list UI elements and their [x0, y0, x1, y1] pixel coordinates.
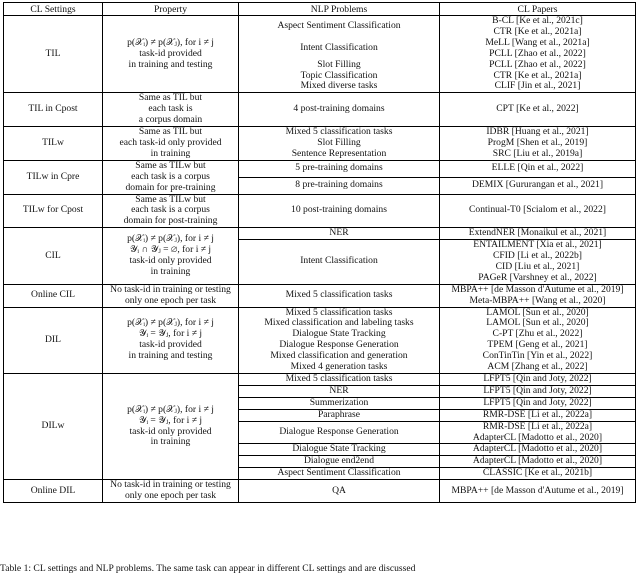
nlp-problem-cell: QA: [239, 480, 440, 503]
nlp-problem-cell: NER: [239, 385, 440, 397]
property-line: task-id provided: [139, 47, 202, 59]
property-line: in training and testing: [128, 350, 213, 362]
cl-paper-cell: CLIF [Jin et al., 2021]: [440, 81, 636, 92]
cl-paper-cell: CTR [Ke et al., 2021a]: [440, 27, 636, 38]
table-row: [4, 160, 636, 177]
cl-paper-cell: RMR-DSE [Li et al., 2022a]: [440, 421, 636, 432]
cl-paper-cell: ELLE [Qin et al., 2022]: [440, 160, 636, 177]
nlp-problem-cell: Mixed classification and labeling tasks: [239, 318, 440, 329]
cl-paper-cell: PAGeR [Varshney et al., 2022]: [440, 273, 636, 284]
property-line: Same as TILw but: [135, 159, 206, 171]
cl-paper-cell: ExtendNER [Monaikul et al., 2021]: [440, 228, 636, 240]
property-line: in training and testing: [128, 58, 213, 70]
cl-paper-cell: CTR [Ke et al., 2021a]: [440, 71, 636, 82]
cl-paper-cell: RMR-DSE [Li et al., 2022a]: [440, 409, 636, 421]
nlp-problem-cell: Summerization: [239, 397, 440, 409]
property-line: 𝒴ᵢ ∩ 𝒴ⱼ = ∅, for i ≠ j: [129, 244, 212, 256]
nlp-problem-cell: Topic Classification: [239, 71, 440, 82]
cl-paper-cell: CFID [Li et al., 2022b]: [440, 251, 636, 262]
cl-paper-cell: ACM [Zhang et al., 2022]: [440, 362, 636, 373]
nlp-problem-cell: Dialogue Response Generation: [239, 340, 440, 351]
cl-paper-cell: PCLL [Zhao et al., 2022]: [440, 49, 636, 60]
property-cell: [103, 127, 239, 161]
nlp-problem-cell: Aspect Sentiment Classification: [239, 16, 440, 38]
property-line: p(𝒳ᵢ) ≠ p(𝒳ⱼ), for i ≠ j: [127, 317, 214, 329]
cl-paper-cell: AdapterCL [Madotto et al., 2020]: [440, 444, 636, 456]
property-line: p(𝒳ᵢ) ≠ p(𝒳ⱼ), for i ≠ j: [127, 36, 214, 48]
cl-paper-cell: AdapterCL [Madotto et al., 2020]: [440, 433, 636, 444]
property-line: p(𝒳ᵢ) ≠ p(𝒳ⱼ), for i ≠ j: [127, 233, 214, 245]
property-line: p(𝒳ᵢ) ≠ p(𝒳ⱼ), for i ≠ j: [127, 403, 214, 415]
cl-setting-cell: Online CIL: [4, 284, 103, 307]
property-cell: [103, 16, 239, 93]
property-cell: [103, 228, 239, 285]
property-cell: [103, 194, 239, 228]
cl-paper-cell: MBPA++ [de Masson d'Autume et al., 2019]: [440, 284, 636, 295]
nlp-problem-cell: 5 pre-training domains: [239, 160, 440, 177]
cl-paper-cell: MeLL [Wang et al., 2021a]: [440, 38, 636, 49]
nlp-problem-cell: Intent Classification: [239, 240, 440, 285]
cl-paper-cell: DEMIX [Gururangan et al., 2021]: [440, 177, 636, 194]
cl-paper-cell: ConTinTin [Yin et al., 2022]: [440, 351, 636, 362]
header-cl-settings: CL Settings: [4, 3, 103, 16]
property-line: Same as TIL but: [138, 92, 203, 104]
table-row: [4, 228, 636, 240]
table-header-row: [4, 3, 636, 16]
cl-paper-cell: AdapterCL [Madotto et al., 2020]: [440, 456, 636, 468]
cl-setting-cell: TILw in Cpre: [4, 160, 103, 194]
property-cell: [103, 93, 239, 127]
property-line: task-id only provided: [129, 425, 212, 437]
nlp-problem-cell: 10 post-training domains: [239, 194, 440, 228]
nlp-problem-cell: Dialogue Response Generation: [239, 421, 440, 444]
property-line: task-id only provided: [129, 254, 212, 266]
cl-paper-cell: CLASSIC [Ke et al., 2021b]: [440, 468, 636, 480]
cl-paper-cell: LFPT5 [Qin and Joty, 2022]: [440, 397, 636, 409]
nlp-problem-cell: Mixed 5 classification tasks: [239, 284, 440, 307]
cl-paper-cell: LFPT5 [Qin and Joty, 2022]: [440, 385, 636, 397]
table-row: [4, 194, 636, 228]
cl-setting-cell: TILw: [4, 127, 103, 161]
cl-paper-cell: Meta-MBPA++ [Wang et al., 2020]: [440, 296, 636, 307]
property-line: domain for post-training: [123, 215, 218, 227]
nlp-problem-cell: Mixed 4 generation tasks: [239, 362, 440, 373]
cl-paper-cell: SRC [Liu et al., 2019a]: [440, 149, 636, 160]
property-line: in training: [150, 147, 191, 159]
nlp-problem-cell: Slot Filling: [239, 138, 440, 149]
cl-paper-cell: ENTAILMENT [Xia et al., 2021]: [440, 240, 636, 251]
property-line: in training: [150, 436, 191, 448]
nlp-problem-cell: Mixed classification and generation: [239, 351, 440, 362]
nlp-problem-cell: Dialogue end2end: [239, 456, 440, 468]
nlp-problem-cell: Intent Classification: [239, 38, 440, 60]
header-cl-papers: CL Papers: [440, 3, 636, 16]
property-line: Same as TILw but: [135, 193, 206, 205]
cl-setting-cell: TIL: [4, 16, 103, 93]
property-line: 𝒴ᵢ = 𝒴ⱼ, for i ≠ j: [138, 414, 203, 426]
header-property: Property: [103, 3, 239, 16]
header-nlp-problems: NLP Problems: [239, 3, 440, 16]
cl-paper-cell: PCLL [Zhao et al., 2022]: [440, 60, 636, 71]
cl-setting-cell: TIL in Cpost: [4, 93, 103, 127]
property-line: each task is: [148, 103, 193, 115]
cl-setting-cell: DILw: [4, 374, 103, 480]
property-line: No task-id in training or testing: [110, 283, 231, 295]
cl-paper-cell: C-PT [Zhu et al., 2022]: [440, 329, 636, 340]
nlp-problem-cell: Mixed diverse tasks: [239, 81, 440, 92]
table-row: [4, 284, 636, 295]
cl-paper-cell: MBPA++ [de Masson d'Autume et al., 2019]: [440, 480, 636, 503]
property-cell: [103, 480, 239, 503]
property-cell: [103, 307, 239, 373]
cl-paper-cell: CID [Liu et al., 2021]: [440, 262, 636, 273]
cl-setting-cell: DIL: [4, 307, 103, 373]
cl-paper-cell: B-CL [Ke et al., 2021c]: [440, 16, 636, 27]
table-row: [4, 374, 636, 386]
nlp-problem-cell: NER: [239, 228, 440, 240]
nlp-problem-cell: Mixed 5 classification tasks: [239, 374, 440, 386]
cl-paper-cell: IDBR [Huang et al., 2021]: [440, 127, 636, 138]
cl-setting-cell: Online DIL: [4, 480, 103, 503]
property-line: domain for pre-training: [125, 181, 216, 193]
table-bottom-rule: [4, 502, 636, 503]
cl-paper-cell: CPT [Ke et al., 2022]: [440, 93, 636, 127]
cl-paper-cell: ProgM [Shen et al., 2019]: [440, 138, 636, 149]
nlp-problem-cell: 4 post-training domains: [239, 93, 440, 127]
nlp-problem-cell: Mixed 5 classification tasks: [239, 127, 440, 138]
nlp-problem-cell: Mixed 5 classification tasks: [239, 307, 440, 318]
cl-paper-cell: LAMOL [Sun et al., 2020]: [440, 318, 636, 329]
property-cell: [103, 160, 239, 194]
cl-setting-cell: CIL: [4, 228, 103, 285]
property-cell: [103, 284, 239, 307]
property-line: No task-id in training or testing: [110, 479, 231, 491]
property-line: 𝒴ᵢ = 𝒴ⱼ, for i ≠ j: [138, 328, 203, 340]
cl-setting-cell: TILw for Cpost: [4, 194, 103, 228]
table-row: [4, 93, 636, 127]
property-line: task-id provided: [139, 339, 202, 351]
nlp-problem-cell: Dialogue State Tracking: [239, 329, 440, 340]
property-line: each task-id only provided: [119, 136, 222, 148]
property-line: only one epoch per task: [124, 490, 217, 502]
cl-paper-cell: TPEM [Geng et al., 2021]: [440, 340, 636, 351]
cl-paper-cell: LFPT5 [Qin and Joty, 2022]: [440, 374, 636, 386]
table-row: [4, 480, 636, 503]
property-line: each task is a corpus: [131, 204, 210, 216]
cl-settings-table: [3, 2, 636, 503]
property-line: only one epoch per task: [124, 294, 217, 306]
table-caption: Table 1: CL settings and NLP problems. The same task can appear in different CL settings and are discussed: [0, 563, 416, 574]
cl-paper-cell: LAMOL [Sun et al., 2020]: [440, 307, 636, 318]
cl-paper-cell: Continual-T0 [Scialom et al., 2022]: [440, 194, 636, 228]
nlp-problem-cell: 8 pre-training domains: [239, 177, 440, 194]
property-line: Same as TIL but: [138, 126, 203, 138]
property-cell: [103, 374, 239, 480]
table-body: [4, 16, 636, 503]
property-line: in training: [150, 265, 191, 277]
nlp-problem-cell: Dialogue State Tracking: [239, 444, 440, 456]
nlp-problem-cell: Sentence Representation: [239, 149, 440, 160]
property-line: a corpus domain: [138, 114, 203, 126]
nlp-problem-cell: Paraphrase: [239, 409, 440, 421]
nlp-problem-cell: Slot Filling: [239, 60, 440, 71]
property-line: each task is a corpus: [131, 170, 210, 182]
nlp-problem-cell: Aspect Sentiment Classification: [239, 468, 440, 480]
